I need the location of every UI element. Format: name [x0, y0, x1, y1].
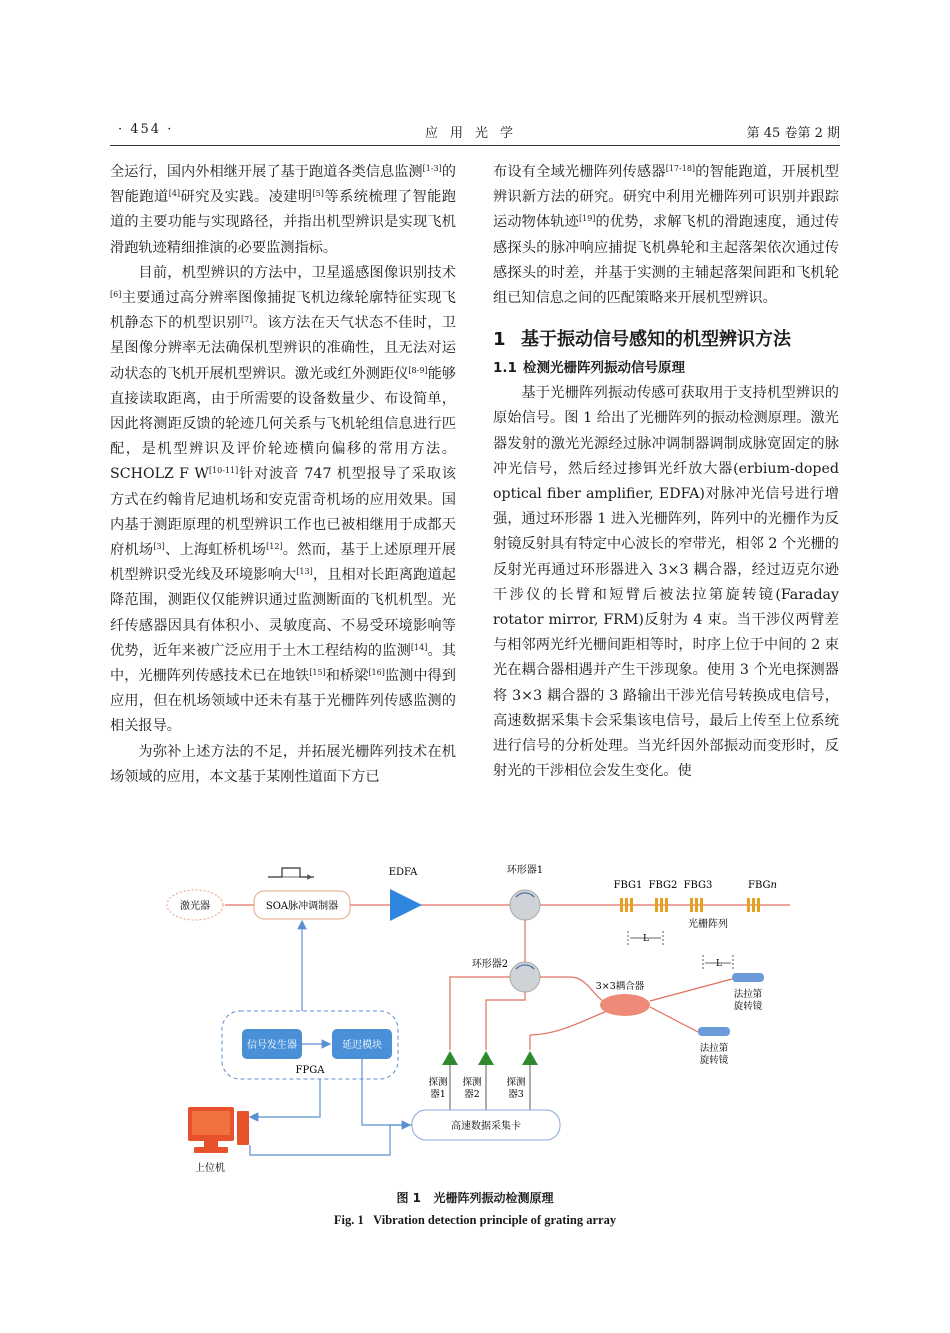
citation[interactable]: [8-9] — [408, 365, 428, 375]
paragraph: 基于光栅阵列振动传感可获取用于支持机型辨识的原始信号。图 1 给出了光栅阵列的振动检测原理。激光器发射的激光光源经过脉冲调制器调制成脉宽固定的脉冲光信号，然后经过掺铒光纤放大器(erbium-doped optical fiber amplifier, EDFA)对脉冲光信号进行增强，通过环形器 1 进入光栅阵列，阵列中的光栅作为反射镜反射具有特定中心波长的窄带光，相邻 2 个光栅的反射光再通过环形器进入 3×3 耦合器，经过迈克尔逊干涉仪的长臂和短臂后被法拉第旋转镜(Faraday rotator mirror, FRM)反射为 4 束。当干涉仪两臂差与相邻两光纤光栅间距相等时，时序上位于中间的 2 束光在耦合器相遇并产生干涉现象。使用 3 个光电探测器将 3×3 耦合器的 3 路输出干涉光信号转换成电信号，高速数据采集卡会采集该电信号，最后上传至上位系统进行信号的分析处理。当光纤因外部振动而变形时，反射光的干涉相位会发生变化。使 — [493, 385, 839, 780]
frm-1-icon — [732, 973, 764, 982]
citation[interactable]: [4] — [168, 189, 181, 199]
svg-text:SOA脉冲调制器: SOA脉冲调制器 — [265, 901, 339, 912]
computer-icon — [188, 1107, 249, 1153]
svg-text:高速数据采集卡: 高速数据采集卡 — [451, 1121, 521, 1132]
svg-text:上位机: 上位机 — [195, 1163, 225, 1174]
paragraph: 目前，机型辨识的方法中，卫星遥感图像识别技术[6]主要通过高分辨率图像捕捉飞机边缘轮廓特征实现飞机静态下的机型识别[7]。该方法在天气状态不佳时，卫星图像分辨率无法确保机型辨识的准确性，且无法对运动状态的飞机开展机型辨识。激光或红外测距仪[8-9]能够直接读取距离，由于所需要的设备数量少、布设简单，因此将测距反馈的轮迹几何关系与飞机轮组信息进行匹配，是机型辨识及评价轮迹横向偏移的常用方法。SCHOLZ F W[10-11]针对波音 747 机型报导了采取该方式在约翰肯尼迪机场和安克雷奇机场的应用效果。国内基于测距原理的机型辨识工作也已被相继用于成都天府机场[3]、上海虹桥机场[12]。然而，基于上述原理开展机型辨识受光线及环境影响大[13]，且相对长距离跑道起降范围，测距仪仅能辨识通过监测断面的飞机机型。光纤传感器因具有体积小、灵敏度高、不易受环境影响等优势，近年来被广泛应用于土木工程结构的监测[14]。其中，光栅阵列传感技术已在地铁[15]和桥梁[16]监测中得到应用，但在机场领域中还未有基于光栅阵列传感监测的相关报导。 — [110, 264, 456, 735]
svg-text:探测: 探测 — [506, 1077, 526, 1088]
citation[interactable]: [1-3] — [422, 164, 442, 173]
citation[interactable]: [5] — [312, 189, 324, 199]
svg-text:延迟模块: 延迟模块 — [342, 1040, 382, 1051]
svg-text:EDFA: EDFA — [388, 867, 418, 878]
citation[interactable]: [19] — [578, 214, 596, 224]
circulator-2-icon — [510, 962, 540, 992]
citation[interactable]: [6] — [110, 290, 122, 300]
frm-2-icon — [698, 1027, 730, 1036]
section-heading: 1 基于振动信号感知的机型辨识方法 — [493, 329, 791, 351]
running-header — [110, 122, 840, 144]
circulator-1-icon — [510, 890, 540, 920]
figure-1-diagram — [150, 855, 810, 1185]
figure-caption-cn: 图 1 光栅阵列振动检测原理 — [396, 1191, 554, 1205]
laser-label: 激光器 — [180, 901, 210, 912]
detector-3-icon — [522, 1051, 538, 1065]
svg-text:法拉第: 法拉第 — [699, 1043, 729, 1054]
subsection-heading: 1.1 检测光栅阵列振动信号原理 — [493, 360, 685, 377]
svg-text:光栅阵列: 光栅阵列 — [688, 919, 728, 930]
journal-title: 应用光学 — [424, 126, 525, 141]
paragraph: 全运行，国内外相继开展了基于跑道各类信息监测[1-3]的智能跑道[4]研究及实践。凌建明[5]等系统梳理了智能跑道的主要功能与实现路径，并指出机型辨识是实现飞机滑跑轨迹精细推演的必要监测指标。 — [110, 164, 456, 256]
svg-text:旋转镜: 旋转镜 — [699, 1055, 729, 1066]
svg-text:FBGn: FBGn — [748, 880, 777, 891]
svg-text:信号发生器: 信号发生器 — [247, 1040, 297, 1051]
figure-caption-en: Fig. 1 Vibration detection principle of grating array — [333, 1213, 617, 1227]
citation[interactable]: [15] — [309, 668, 326, 678]
pulse-icon — [268, 868, 314, 877]
header-rule — [110, 145, 840, 146]
citation[interactable]: [10-11] — [208, 466, 239, 476]
citation[interactable]: [13] — [296, 567, 313, 577]
volume-issue: 第 45 卷第 2 期 — [746, 126, 840, 141]
svg-text:探测: 探测 — [462, 1077, 482, 1088]
svg-text:器2: 器2 — [464, 1089, 480, 1100]
svg-text:3×3耦合器: 3×3耦合器 — [595, 981, 645, 992]
svg-text:L: L — [643, 934, 649, 944]
citation[interactable]: [17-18] — [665, 164, 696, 173]
citation[interactable]: [14] — [410, 642, 428, 652]
right-column — [493, 160, 839, 784]
detector-1-icon — [442, 1051, 458, 1065]
svg-text:探测: 探测 — [428, 1077, 448, 1088]
svg-text:FBG2: FBG2 — [648, 880, 678, 891]
svg-text:L: L — [716, 959, 722, 969]
svg-text:FBG1: FBG1 — [613, 880, 643, 891]
coupler-icon — [600, 994, 650, 1016]
paragraph: 为弥补上述方法的不足，并拓展光栅阵列技术在机场领域的应用，本文基于某刚性道面下方已 — [110, 743, 456, 785]
citation[interactable]: [12] — [266, 542, 283, 552]
svg-text:旋转镜: 旋转镜 — [733, 1001, 763, 1012]
left-column — [110, 160, 456, 790]
svg-text:环形器1: 环形器1 — [506, 865, 544, 876]
svg-text:环形器2: 环形器2 — [471, 959, 509, 970]
citation[interactable]: [3] — [153, 542, 165, 552]
svg-text:FPGA: FPGA — [295, 1065, 325, 1076]
detector-2-icon — [478, 1051, 494, 1065]
svg-text:FBG3: FBG3 — [683, 880, 713, 891]
svg-text:器1: 器1 — [430, 1089, 446, 1100]
citation[interactable]: [7] — [240, 315, 253, 325]
paragraph: 布设有全域光栅阵列传感器[17-18]的智能跑道，开展机型辨识新方法的研究。研究中利用光栅阵列可识别并跟踪运动物体轨迹[19]的优势，求解飞机的滑跑速度，通过传感探头的脉冲响应捕捉飞机鼻轮和主起落架依次通过传感探头的时差，并基于实测的主辅起落架间距和飞机轮组已知信息之间的匹配策略来开展机型辨识。 — [493, 164, 839, 307]
svg-text:器3: 器3 — [508, 1089, 524, 1100]
edfa-icon — [390, 889, 422, 921]
svg-text:法拉第: 法拉第 — [733, 989, 763, 1000]
page-number: · 454 · — [118, 122, 174, 137]
citation[interactable]: [16] — [368, 668, 385, 678]
